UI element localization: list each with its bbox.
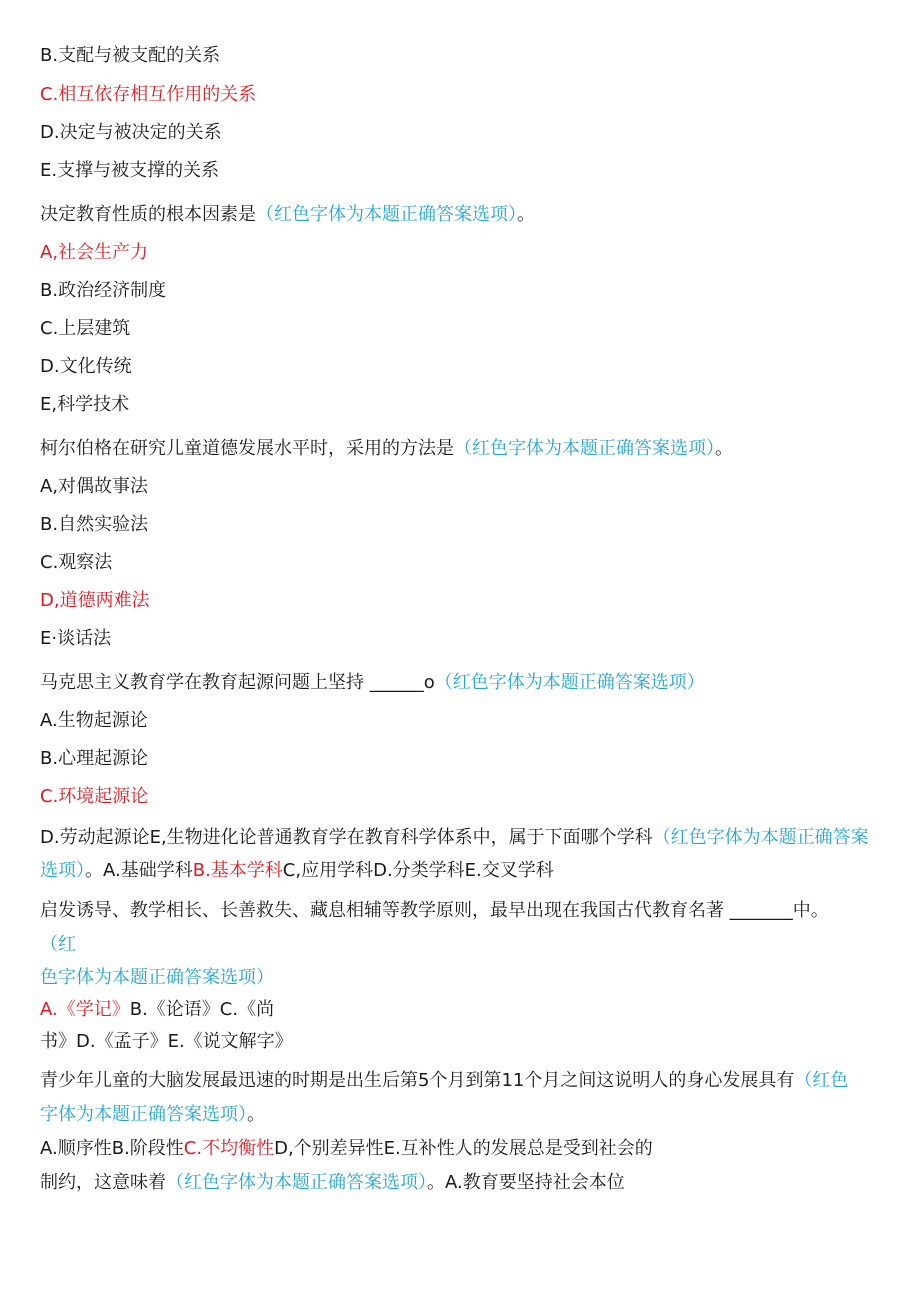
question-text: 决定教育性质的根本因素是 — [40, 204, 256, 225]
option-line: E·谈话法 — [40, 628, 112, 649]
option-b-line: B.支配与被支配的关系 — [40, 45, 221, 66]
question-6 — [40, 1069, 890, 1093]
option-line: D.文化传统 — [40, 356, 132, 377]
option-line: C.观察法 — [40, 552, 113, 573]
options-line: 书》D.《孟子》E.《说文解字》 — [40, 1031, 293, 1052]
option-a: A.基础学科 — [103, 860, 193, 881]
question-2 — [40, 437, 890, 461]
correct-option: B.基本学科 — [192, 860, 283, 881]
question-text: 马克思主义教育学在教育起源问题上坚持 ______o — [40, 672, 435, 693]
question-text: 柯尔伯格在研究儿童道德发展水平时，采用的方法是 — [40, 438, 454, 459]
option-line: B.政治经济制度 — [40, 280, 167, 301]
mixed-line — [40, 826, 890, 850]
question-end: 。 — [247, 1104, 265, 1125]
options: A.顺序性B.阶段性 — [40, 1138, 184, 1159]
answer-hint: （红 — [40, 934, 76, 955]
option-line: E,科学技术 — [40, 394, 130, 415]
correct-option: C.不均衡性 — [183, 1138, 275, 1159]
other-options: C,应用学科D.分类学科E.交叉学科 — [282, 860, 554, 881]
question-5: 启发诱导、教学相长、长善救失、藏息相辅等教学原则，最早出现在我国古代教育名著 _______中。 — [40, 900, 829, 921]
correct-option: A.《学记》 — [40, 999, 130, 1020]
question-7 — [40, 1171, 890, 1195]
option-line: A,对偶故事法 — [40, 476, 149, 497]
option-d-line: D.决定与被决定的关系 — [40, 122, 222, 143]
answer-hint: （红色字体为本题正确答案选项） — [434, 672, 705, 693]
correct-option-line: C.环境起源论 — [40, 786, 149, 807]
correct-option-line: D,道德两难法 — [40, 590, 150, 611]
question-6-cont — [40, 1103, 890, 1127]
answer-hint: 色字体为本题正确答案选项） — [40, 967, 274, 988]
question-end: 。 — [715, 438, 733, 459]
question-4-options — [40, 859, 890, 883]
answer-hint: （红色字体为本题正确答案选项） — [454, 438, 715, 459]
correct-option-line: A,社会生产力 — [40, 242, 149, 263]
option-e-line: E.支撑与被支撑的关系 — [40, 160, 220, 181]
answer-hint: 字体为本题正确答案选项） — [40, 1104, 247, 1125]
question-1 — [40, 203, 890, 227]
question-text: 制约，这意味着 — [40, 1172, 166, 1193]
option-line: A.生物起源论 — [40, 710, 148, 731]
option-line: B.自然实验法 — [40, 514, 149, 535]
options-line — [40, 1137, 890, 1161]
question-text: D.劳动起源论E,生物进化论普通教育学在教育科学体系中，属于下面哪个学科 — [40, 827, 653, 848]
answer-hint: （红色字体为本题正确答案选项） — [166, 1172, 427, 1193]
correct-option-line: C.相互依存相互作用的关系 — [40, 84, 257, 105]
option-line: B.心理起源论 — [40, 748, 149, 769]
answer-hint: （红色字体为本题正确答案选项） — [256, 204, 517, 225]
other-options: D,个别差异性E.互补性人的发展总是受到社会的 — [274, 1138, 653, 1159]
question-end: 。A.教育要坚持社会本位 — [427, 1172, 625, 1193]
question-3 — [40, 671, 890, 695]
question-end: 。 — [517, 204, 535, 225]
question-text: 青少年儿童的大脑发展最迅速的时期是出生后第5个月到第11个月之间这说明人的身心发展具有 — [40, 1070, 795, 1091]
answer-hint: （红色字体为本题正确答案 — [652, 827, 869, 848]
options-line — [40, 998, 890, 1022]
answer-hint: 选项） — [40, 860, 85, 881]
answer-hint: （红色 — [794, 1070, 849, 1091]
option-line: C.上层建筑 — [40, 318, 131, 339]
other-options: B.《论语》C.《尚 — [129, 999, 275, 1020]
question-end: 。 — [85, 860, 103, 881]
